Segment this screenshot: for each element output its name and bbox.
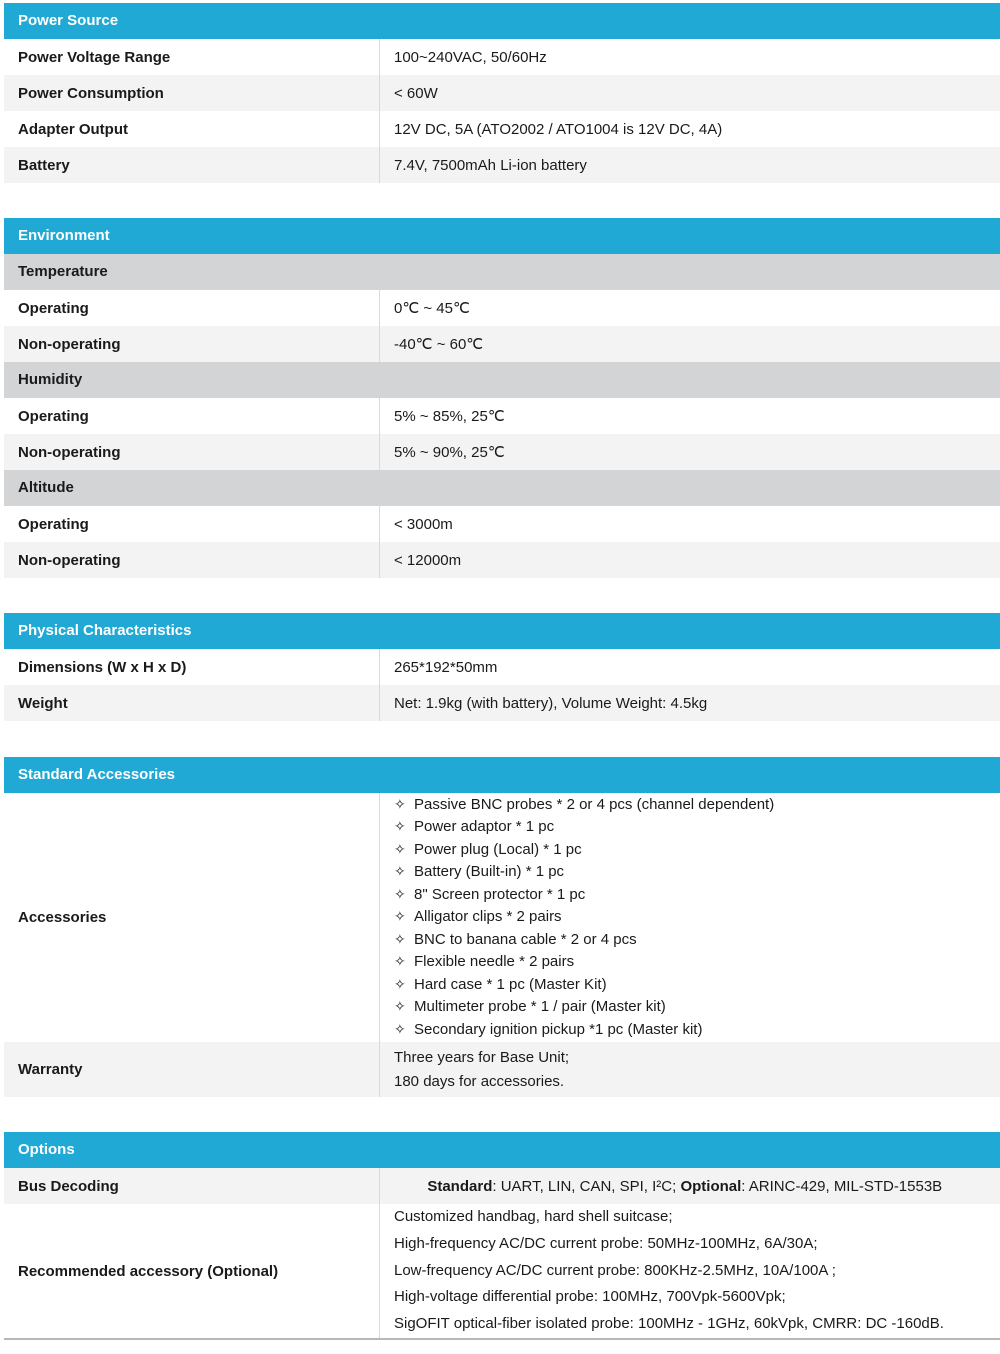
warranty-line: 180 days for accessories. bbox=[394, 1072, 565, 1090]
warranty-line: Three years for Base Unit; bbox=[394, 1048, 570, 1066]
star-bullet-icon: ✧ bbox=[394, 819, 406, 836]
table-row bbox=[4, 542, 1000, 578]
section-header-environment: Environment bbox=[4, 218, 1000, 254]
section-header-accessories: Standard Accessories bbox=[4, 757, 1000, 793]
table-row bbox=[4, 506, 1000, 542]
list-item: ✧ Flexible needle * 2 pairs bbox=[394, 951, 774, 974]
table-row-recommended bbox=[4, 1204, 1000, 1338]
row-value: 100~240VAC, 50/60Hz bbox=[394, 48, 547, 66]
star-bullet-icon: ✧ bbox=[394, 909, 406, 926]
table-row-accessories bbox=[4, 793, 1000, 1042]
row-label: Non-operating bbox=[4, 326, 380, 362]
row-label: Weight bbox=[4, 685, 380, 721]
list-item: ✧ Battery (Built-in) * 1 pc bbox=[394, 861, 774, 884]
row-value: < 3000m bbox=[394, 515, 453, 533]
recommended-line: Customized handbag, hard shell suitcase; bbox=[394, 1208, 673, 1225]
list-item: ✧ Hard case * 1 pc (Master Kit) bbox=[394, 974, 774, 997]
list-item: ✧ BNC to banana cable * 2 or 4 pcs bbox=[394, 929, 774, 952]
row-label: Operating bbox=[4, 506, 380, 542]
row-value bbox=[380, 1168, 1000, 1204]
star-bullet-icon: ✧ bbox=[394, 931, 406, 948]
list-item: ✧ Passive BNC probes * 2 or 4 pcs (channel dependent) bbox=[394, 794, 774, 817]
power-source-table bbox=[4, 3, 1000, 183]
row-label: Warranty bbox=[4, 1042, 380, 1097]
standard-key: Standard bbox=[427, 1177, 493, 1195]
star-bullet-icon: ✧ bbox=[394, 841, 406, 858]
recommended-line: High-frequency AC/DC current probe: 50MHz-100MHz, 6A/30A; bbox=[394, 1234, 818, 1252]
subheader-humidity: Humidity bbox=[4, 362, 1000, 398]
star-bullet-icon: ✧ bbox=[394, 886, 406, 903]
star-bullet-icon: ✧ bbox=[394, 1021, 406, 1038]
row-value: 265*192*50mm bbox=[394, 658, 498, 676]
row-value: < 60W bbox=[394, 84, 438, 102]
row-label: Battery bbox=[4, 147, 380, 183]
list-item: ✧ Power adaptor * 1 pc bbox=[394, 816, 774, 839]
section-header-options: Options bbox=[4, 1132, 1000, 1168]
table-row bbox=[4, 649, 1000, 685]
table-bottom-divider bbox=[4, 1338, 1000, 1340]
table-row bbox=[4, 39, 1000, 75]
table-row bbox=[4, 398, 1000, 434]
row-label: Power Consumption bbox=[4, 75, 380, 111]
subheader-temperature: Temperature bbox=[4, 254, 1000, 290]
environment-table bbox=[4, 218, 1000, 578]
star-bullet-icon: ✧ bbox=[394, 954, 406, 971]
accessories-list bbox=[394, 794, 774, 1042]
row-value: 5% ~ 90%, 25℃ bbox=[394, 444, 505, 461]
row-value: 7.4V, 7500mAh Li-ion battery bbox=[394, 156, 587, 174]
list-item: ✧ 8" Screen protector * 1 pc bbox=[394, 884, 774, 907]
standard-accessories-table bbox=[4, 757, 1000, 1097]
table-row bbox=[4, 111, 1000, 147]
star-bullet-icon: ✧ bbox=[394, 796, 406, 813]
row-label: Operating bbox=[4, 290, 380, 326]
standard-value: : UART, LIN, CAN, SPI, I²C; bbox=[492, 1177, 681, 1195]
row-value: < 12000m bbox=[394, 551, 462, 569]
table-row bbox=[4, 75, 1000, 111]
row-value: 0℃ ~ 45℃ bbox=[394, 300, 470, 317]
row-label: Adapter Output bbox=[4, 111, 380, 147]
table-row bbox=[4, 290, 1000, 326]
section-header-power-source: Power Source bbox=[4, 3, 1000, 39]
optional-value: : ARINC-429, MIL-STD-1553B bbox=[741, 1177, 943, 1195]
star-bullet-icon: ✧ bbox=[394, 864, 406, 881]
row-label: Non-operating bbox=[4, 542, 380, 578]
list-item: ✧ Multimeter probe * 1 / pair (Master kit) bbox=[394, 996, 774, 1019]
row-value: -40℃ ~ 60℃ bbox=[394, 336, 484, 353]
row-label: Power Voltage Range bbox=[4, 39, 380, 75]
options-table bbox=[4, 1132, 1000, 1340]
row-value: 12V DC, 5A (ATO2002 / ATO1004 is 12V DC, 4A) bbox=[394, 120, 723, 138]
row-label: Operating bbox=[4, 398, 380, 434]
table-row-warranty bbox=[4, 1042, 1000, 1097]
table-row bbox=[4, 685, 1000, 721]
star-bullet-icon: ✧ bbox=[394, 999, 406, 1016]
physical-characteristics-table bbox=[4, 613, 1000, 721]
row-label: Accessories bbox=[4, 793, 380, 1042]
recommended-line: Low-frequency AC/DC current probe: 800KHz-2.5MHz, 10A/100A ; bbox=[394, 1261, 836, 1279]
table-row bbox=[4, 326, 1000, 362]
section-header-physical: Physical Characteristics bbox=[4, 613, 1000, 649]
list-item: ✧ Alligator clips * 2 pairs bbox=[394, 906, 774, 929]
table-row bbox=[4, 147, 1000, 183]
row-value: 5% ~ 85%, 25℃ bbox=[394, 408, 505, 425]
list-item: ✧ Secondary ignition pickup *1 pc (Master kit) bbox=[394, 1019, 774, 1042]
list-item: ✧ Power plug (Local) * 1 pc bbox=[394, 839, 774, 862]
subheader-altitude: Altitude bbox=[4, 470, 1000, 506]
table-row-bus-decoding bbox=[4, 1168, 1000, 1204]
table-row bbox=[4, 434, 1000, 470]
row-label: Non-operating bbox=[4, 434, 380, 470]
row-value: Net: 1.9kg (with battery), Volume Weight: 4.5kg bbox=[394, 694, 708, 712]
row-label: Dimensions (W x H x D) bbox=[4, 649, 380, 685]
recommended-line: High-voltage differential probe: 100MHz, 700Vpk-5600Vpk; bbox=[394, 1288, 786, 1306]
row-label: Bus Decoding bbox=[4, 1168, 380, 1204]
star-bullet-icon: ✧ bbox=[394, 976, 406, 993]
recommended-line: SigOFIT optical-fiber isolated probe: 100MHz - 1GHz, 60kVpk, CMRR: DC -160dB. bbox=[394, 1315, 944, 1333]
optional-key: Optional bbox=[680, 1177, 742, 1195]
row-label: Recommended accessory (Optional) bbox=[4, 1204, 380, 1338]
